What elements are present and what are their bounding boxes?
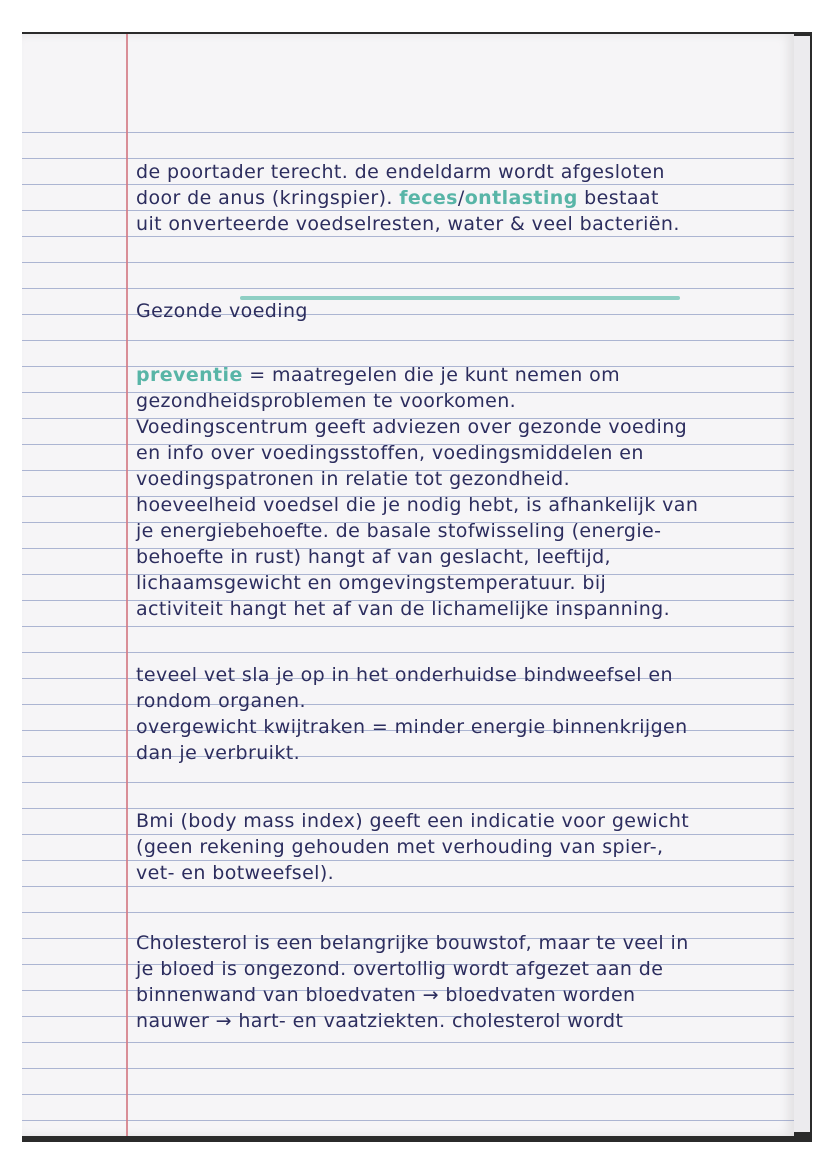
note-line: hoeveelheid voedsel die je nodig hebt, is afhankelijk van: [136, 494, 699, 516]
note-text: door de anus (kringspier).: [136, 187, 400, 209]
note-line: lichaamsgewicht en omgevingstemperatuur. bij: [136, 572, 607, 594]
note-line: rondom organen.: [136, 690, 306, 712]
note-line: je energiebehoefte. de basale stofwisseling (energie-: [136, 520, 662, 542]
note-line: (geen rekening gehouden met verhouding van spier-,: [136, 836, 664, 858]
note-line: je bloed is ongezond. overtollig wordt afgezet aan de: [136, 958, 664, 980]
note-line: Bmi (body mass index) geeft een indicatie voor gewicht: [136, 810, 690, 832]
term-feces: feces: [399, 187, 458, 209]
section-heading: Gezonde voeding: [136, 300, 308, 322]
handwritten-notes: [132, 34, 794, 1136]
margin-line: [126, 34, 128, 1136]
notebook-page: [22, 34, 794, 1136]
note-line: behoefte in rust) hangt af van geslacht, leeftijd,: [136, 546, 611, 568]
note-line: teveel vet sla je op in het onderhuidse bindweefsel en: [136, 664, 673, 686]
note-line: [136, 187, 659, 209]
term-preventie: preventie: [136, 364, 243, 386]
note-line: vet- en botweefsel).: [136, 862, 335, 884]
note-line: binnenwand van bloedvaten → bloedvaten worden: [136, 984, 636, 1006]
note-line: Voedingscentrum geeft adviezen over gezonde voeding: [136, 416, 688, 438]
note-line: [136, 364, 620, 386]
note-line: gezondheidsproblemen te voorkomen.: [136, 390, 517, 412]
note-line: de poortader terecht. de endeldarm wordt afgesloten: [136, 161, 665, 183]
note-line: overgewicht kwijtraken = minder energie binnenkrijgen: [136, 716, 688, 738]
term-separator: /: [457, 187, 465, 209]
note-line: uit onverteerde voedselresten, water & veel bacteriën.: [136, 213, 680, 235]
note-text: bestaat: [577, 187, 659, 209]
note-line: dan je verbruikt.: [136, 742, 301, 764]
term-ontlasting: ontlasting: [464, 187, 578, 209]
note-text: = maatregelen die je kunt nemen om: [242, 364, 621, 386]
note-line: activiteit hangt het af van de lichamelijke inspanning.: [136, 598, 671, 620]
note-line: Cholesterol is een belangrijke bouwstof, maar te veel in: [136, 932, 689, 954]
note-line: voedingspatronen in relatie tot gezondheid.: [136, 468, 571, 490]
note-line: en info over voedingsstoffen, voedingsmiddelen en: [136, 442, 644, 464]
next-page-edge: [794, 36, 810, 1132]
note-line: nauwer → hart- en vaatziekten. cholesterol wordt: [136, 1010, 624, 1032]
